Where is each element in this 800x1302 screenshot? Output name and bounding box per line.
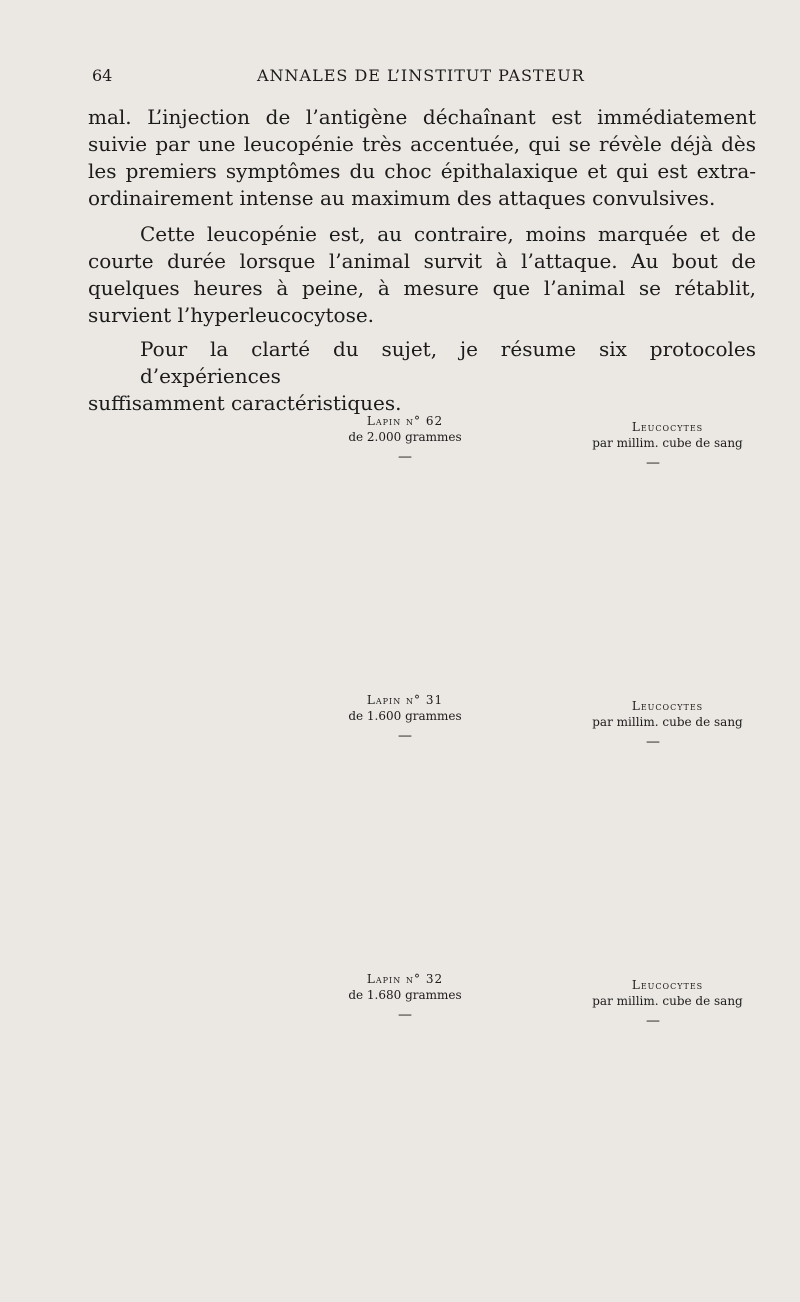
paragraph-line: quelques heures à peine, à mesure que l’animal se rétablit, [88,276,756,300]
paragraph-line: ordinairement intense au maximum des attaques convulsives. [88,186,716,210]
rule-dash: — [398,1007,412,1023]
rule-dash: — [646,1013,660,1029]
table-values-header [580,698,755,730]
rule-dash: — [646,455,660,471]
values-unit: par millim. cube de sang [592,994,743,1008]
paragraph-line: suffisamment caractéristiques. [88,391,402,415]
values-label: Leucocytes [631,420,704,434]
values-label: Leucocytes [631,978,704,992]
rule-dash: — [398,728,412,744]
paragraph-line: mal. L’injection de l’antigène déchaînant est immédiatement [88,105,756,129]
rule-dash: — [646,734,660,750]
paragraph-line: Pour la clarté du sujet, je résume six protocoles d’expériences [140,337,756,388]
paragraph [88,336,756,417]
table-animal-header [330,692,480,724]
table-animal-header [330,971,480,1003]
values-unit: par millim. cube de sang [592,436,743,450]
table-animal-header [330,413,480,445]
paragraph [88,104,756,212]
table-values-header [580,977,755,1009]
paragraph-line: survient l’hyperleucocytose. [88,303,375,327]
animal-label: Lapin n° 62 [366,414,444,428]
paragraph [88,221,756,329]
animal-label: Lapin n° 32 [366,972,444,986]
page-header [92,60,732,90]
animal-weight: de 1.600 grammes [348,709,462,723]
running-title: ANNALES DE L’INSTITUT PASTEUR [257,66,585,85]
values-label: Leucocytes [631,699,704,713]
animal-weight: de 1.680 grammes [348,988,462,1002]
rule-dash: — [398,449,412,465]
paragraph-line: Cette leucopénie est, au contraire, moins marquée et de [140,222,756,246]
paragraph-line: les premiers symptômes du choc épithalaxique et qui est extra- [88,159,756,183]
animal-label: Lapin n° 31 [366,693,444,707]
page-number: 64 [92,66,113,85]
paragraph-line: courte durée lorsque l’animal survit à l’attaque. Au bout de [88,249,756,273]
values-unit: par millim. cube de sang [592,715,743,729]
paragraph-line: suivie par une leucopénie très accentuée, qui se révèle déjà dès [88,132,756,156]
table-values-header [580,419,755,451]
animal-weight: de 2.000 grammes [348,430,462,444]
